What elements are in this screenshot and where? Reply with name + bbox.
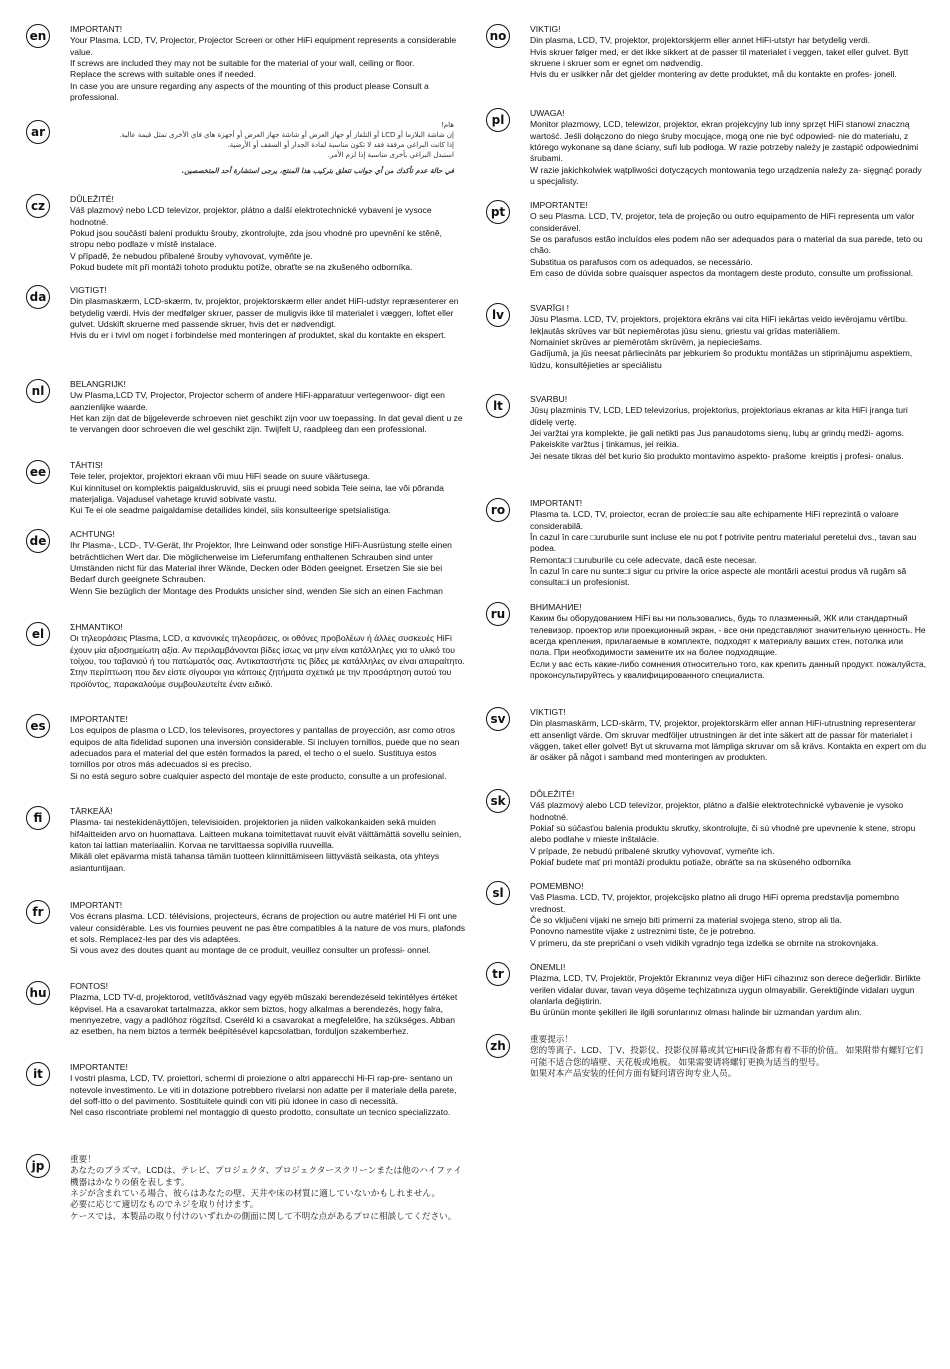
language-badge-cz: cz [26, 194, 50, 218]
notice-paragraph: V prípade, že nebudú pribalené skrutky vyhovovať, vymeňte ich. [530, 845, 775, 856]
notice-text-fi [70, 806, 466, 874]
notice-heading: DŮLEŽITÉ! [70, 194, 114, 204]
notice-tr [486, 962, 926, 1019]
notice-text-sv [530, 707, 929, 764]
notice-cz [26, 194, 466, 273]
notice-text-tr [530, 962, 926, 1019]
notice-paragraph: あなたのプラズマ。LCDは、テレビ、プロジェクタ、プロジェクタースクリーンまたは他のハイファイ機器はかなりの値を表します。 [70, 1165, 462, 1187]
notice-el [26, 622, 466, 690]
notice-sv [486, 707, 929, 764]
notice-paragraph: Din plasmaskärm, LCD-skärm, TV, projektor, projektorskärm eller annan HiFi-utrustning representerar ett ansenligt värde. Om skruvar medföljer utrustningen är det inte säkert att de passar för materialet i väggen, taket eller golvet! Byt ut skruvarna mot lämpliga skruvar om så krävs. Kontakta en expert om du är osäker på något i samband med monteringen av produkten. [530, 718, 929, 763]
notice-paragraph: Din plasmaskærm, LCD-skærm, tv, projektor, projektorskærm eller andet HiFi-udstyr repræsenterer en betydelig værdi. Hvis der medfølger skruer, passer de muligvis ikke til materialet i væggen, loftet eller gulvet. Udskift skruerne med passende skruer, hvis det er nødvendigt. [70, 296, 461, 330]
notice-paragraph: Váš plazmový alebo LCD televízor, projektor, plátno a ďalšie elektrotechnické vybavenie je vysoko hodnotné. [530, 800, 906, 822]
language-badge-da: da [26, 285, 50, 309]
notice-paragraph: Hvis du er usikker når det gjelder montering av dette produktet, må du kontakte en profes- jonell. [530, 69, 897, 80]
notice-paragraph: Pokud budete mít při montáži tohoto produktu potíže, obraťte se na zkušeného odborníka. [70, 262, 413, 273]
notice-text-no [530, 24, 926, 81]
language-badge-sk: sk [486, 789, 510, 813]
notice-paragraph: Plasma ta. LCD, TV, proiector, ecran de proiec□ie sau alte echipamente HiFi reprezintă o valoare considerabilă. [530, 509, 902, 531]
notice-ru [486, 602, 929, 681]
language-badge-it: it [26, 1062, 50, 1086]
language-badge-ee: ee [26, 460, 50, 484]
notice-text-ro [530, 498, 926, 589]
notice-fr [26, 900, 466, 957]
notice-paragraph: Em caso de dúvida sobre quaisquer aspectos da montagem deste produto, consulte um profissional. [530, 268, 914, 279]
notice-text-de [70, 529, 466, 597]
notice-sk [486, 789, 926, 868]
notice-paragraph: Monitor plazmowy, LCD, telewizor, projektor, ekran projekcyjny lub inny sprzęt HiFi stanowi znaczną wartość. Jeśli dołączono do niego śruby mocujące, mogą one nie być odpowied- nie do materiału, z którego wykonane są dane ściany, sufi lub podłoga. W razie potrzeby należy je zastąpić odpowiednimi śrubami. [530, 119, 921, 164]
notice-paragraph: Plasma- tai nestekidenäyttöjen, televisioiden. projektorien ja niiden valkokankaiden sekä muiden hif4aitteiden arvo on huomattava. Laitteen mukana toimitettavat ruuvit eivät väittämättä sovellu seinien, katon tai lattian materiaaliin. Korvaa ne tarvittaessa sopivilla ruuveilla. [70, 817, 464, 851]
notice-paragraph: Your Plasma. LCD, TV, Projector, Projector Screen or other HiFi equipment represents a considerable value. [70, 35, 459, 57]
notice-paragraph: Nel caso riscontriate problemi nel montaggio di questo prodotto, consultate un tecnico specializzato. [70, 1107, 451, 1118]
notice-text-hu [70, 981, 466, 1038]
notice-paragraph: W razie jakichkolwiek wątpliwości dotyczących montowania tego urządzenia należy za- sięgnąć porady u specjalisty. [530, 164, 925, 187]
notice-paragraph: Vaš Plasma. LCD, TV, projektor, projekcijsko platno ali drugo HiFi oprema predstavlja pomembno vrednost. [530, 892, 902, 914]
notice-heading: VIKTIGT! [530, 707, 566, 717]
notice-paragraph: Hvis du er i tvivl om noget i forbindelse med monteringen af produktet, skal du kontakte en ekspert. [70, 330, 446, 341]
notice-paragraph: 您的等离子、LCD、丁V、投影仪、投影仪屏幕或其它HiFi设备都有着不菲的价值。 如果附带有螺钉它们可能不适合您的墙壁、天花板或地板。 如果需要请将螺钉更换为适当的型号。 [530, 1045, 923, 1067]
language-badge-lv: lv [486, 303, 510, 327]
language-badge-lt: lt [486, 394, 510, 418]
notice-paragraph: Uw Plasma,LCD TV, Projector, Projector scherm of andere HiFi-apparatuur vertegenwoor- digt een aanzienlijke waarde. [70, 390, 448, 412]
notice-da [26, 285, 466, 342]
notice-paragraph: Στην περίπτωση που δεν είστε σίγουροι για κάποιες ζητήματα σχετικά με την προσάρτηση αυτού του προϊόντος, παρακαλούμε συμβουλευτείτε έναν ειδικό. [70, 667, 454, 689]
language-badge-hu: hu [26, 981, 50, 1005]
notice-paragraph: În cazul în care □uruburile sunt incluse ele nu pot f potrivite pentru materialul peretelui dvs., tavan sau podea. [530, 532, 919, 554]
notice-text-sk [530, 789, 926, 868]
notice-pl [486, 108, 926, 187]
notice-paragraph: 如果对本产品安装的任何方面有疑问请咨询专业人员。 [530, 1068, 737, 1079]
language-badge-en: en [26, 24, 50, 48]
notice-heading: VIGTIGT! [70, 285, 107, 295]
notice-heading: ΣΗΜΑΝΤΙΚΟ! [70, 622, 123, 632]
notice-text-pl [530, 108, 926, 187]
notice-paragraph: Teie teler, projektor, projektori ekraan või muu HiFi seade on suure väärtusega. [70, 471, 370, 482]
notice-paragraph: Plazma, LCD, TV, Projektör, Projektör Ekranınız veya diğer HiFi cihazınız son derece değerlidir. Birlikte verilen vidalar duvar, tavan veya döşeme teçhizatınıza uygun olmayabilir. Gerektiğinde vidaları uygun olanlarla değiştirin. [530, 973, 924, 1007]
notice-paragraph: Wenn Sie bezüglich der Montage des Produkts unsicher sind, wenden Sie sich an einen Fachman [70, 585, 443, 596]
notice-heading: POMEMBNO! [530, 881, 584, 891]
notice-text-ru [530, 602, 929, 681]
notice-text-el [70, 622, 466, 690]
notice-ro [486, 498, 926, 589]
notice-heading: UWAGA! [530, 108, 565, 118]
notice-paragraph: ケースでは、本製品の取り付けのいずれかの側面に関して不明な点があるプロに相談してください。 [70, 1210, 457, 1221]
notice-hu [26, 981, 466, 1038]
notice-paragraph: Het kan zijn dat de bijgeleverde schroeven niet geschikt zijn voor uw toepassing. In dat geval dient u ze te vervangen door schroeven die wel geschikt zijn. Twijfelt U, raadpleeg dan een professional. [70, 413, 466, 435]
notice-paragraph: Plazma, LCD TV-d, projektorod, vetítővásznad vagy egyéb műszaki berendezéseid tekintélyes értéket képvisel. Ha a csavarokat tartalmazza, akkor sem biztos, hogy alkalmas a berendezés, hogy falra, mennyezetre, vagy a padlóhoz rögzítsd. Cseréld ki a csavarokat a megfelelőre, ha szükséges. Abban az esetben, ha nem biztos a termék beépítésével kapcsolatban, forduljon szakemberhez. [70, 992, 460, 1037]
notice-paragraph: Se os parafusos estão incluídos eles podem não ser adequados para o material da sua parede, teto ou chão. [530, 234, 926, 256]
notice-paragraph: I vostri plasma, LCD, TV. proiettori, schermi di proiezione o altri apparecchi Hi-Fi rap-pre- sentano un notevole investimento. Le viti in dotazione potrebbero rivelarsi non adatte per il materiale della parete, del soff-itto o del pavimento. Sostituitele quindi con viti più idonee in caso di necessità. [70, 1073, 459, 1107]
language-badge-de: de [26, 529, 50, 553]
notice-heading: IMPORTANTE! [70, 1062, 128, 1072]
notice-paragraph: في حالة عدم تأكدك من أي جوانب تتعلق بتركيب هذا المنتج، يرجى استشارة أحد المتخصصين. [181, 167, 454, 175]
notice-heading: 重要提示！ [530, 1034, 573, 1044]
notice-paragraph: Váš plazmový nebo LCD televizor, projektor, plátno a další elektrotechnické vybavení je vysoce hodnotné. [70, 205, 434, 227]
notice-heading: SVARĪGI ! [530, 303, 569, 313]
notice-paragraph: Če so vključeni vijaki ne smejo biti primerni za material svojega steno, strop ali tla. [530, 915, 842, 926]
notice-paragraph: O seu Plasma. LCD, TV, projetor, tela de projeção ou outro equipamento de HiFi representa um valor considerável. [530, 211, 917, 233]
notice-lv [486, 303, 926, 371]
notice-paragraph: Jei nesate tikras dėl bet kurio šio produkto montavimo aspekto- prašome kreiptis į profesi- onalus. [530, 450, 904, 461]
notice-text-da [70, 285, 466, 342]
notice-paragraph: إذا كانت البراغي مرفقة فقد لا تكون مناسبة لمادة الجدار أو السقف أو الأرضية. [227, 141, 454, 149]
notice-heading: TÄRKEÄÄ! [70, 806, 113, 816]
language-badge-sv: sv [486, 707, 510, 731]
notice-lt [486, 394, 926, 462]
language-badge-ar: ar [26, 120, 50, 144]
language-badge-nl: nl [26, 379, 50, 403]
notice-paragraph: إن شاشة البلازما أو LCD أو التلفاز أو جهاز العرض أو شاشة جهاز العرض أو أجهزة هاي فاي الأخرى تمثل قيمة عالية. [119, 131, 454, 139]
language-badge-tr: tr [486, 962, 510, 986]
notice-paragraph: Jūsu Plasma. LCD, TV, projektors, projektora ekrāns vai cita HiFi iekārtas veido ievērojamu vērtību. [530, 314, 908, 325]
notice-text-cz [70, 194, 466, 273]
notice-en [26, 24, 466, 103]
notice-heading: FONTOS! [70, 981, 109, 991]
notice-heading: VIKTIG! [530, 24, 561, 34]
notice-paragraph: Si no está seguro sobre cualquier aspecto del montaje de este producto, consulte a un profesional. [70, 770, 447, 781]
notice-pt [486, 200, 926, 279]
language-badge-el: el [26, 622, 50, 646]
language-badge-fi: fi [26, 806, 50, 830]
notice-heading: DÔLEŽITÉ! [530, 789, 575, 799]
notice-paragraph: Hvis skruer følger med, er det ikke sikkert at de passer til materialet i veggen, taket eller gulvet. Bytt skruene i skruer som er egnet om nødvendig. [530, 46, 911, 69]
notice-paragraph: Pakeiskite varžtus į tinkamus, jei reikia. [530, 439, 680, 450]
notice-paragraph: Οι τηλεοράσεις Plasma, LCD, α κανονικές τηλεοράσεις, οι οθόνες προβολέων ή άλλες συσκευές HiFi έχουν μία αξιοσημείωτη αξία. Αν περιλαμβάνονται βίδες ίσως να μην είναι κατάλληλες για το υλικό του τοίχου, του ταβανιού ή του πατώματός σας. Αντικαταστήστε τις βίδες με κατάλληλες αν είναι απαραίτητο. [70, 633, 465, 667]
notice-heading: ACHTUNG! [70, 529, 115, 539]
notice-paragraph: Если у вас есть какие-либо сомнения относительно того, как крепить данный продукт. пожалуйста, проконсультируйтесь у квалифицированного специалиста. [530, 658, 929, 681]
notice-paragraph: Los equipos de plasma o LCD, los televisores, proyectores y pantallas de proyección, asr como otros equipos de alta fidelidad suponen una inversión considerable. Si incluyen tornillos, puede que no sean adecuados para el material del que estén formados la pared, el techo o el suelo. Sustituya estos tornillos por otros más adecuados si es preciso. [70, 725, 462, 770]
notice-heading: IMPORTANT! [70, 900, 123, 910]
language-badge-ru: ru [486, 602, 510, 626]
language-badge-zh: zh [486, 1034, 510, 1058]
language-badge-sl: sl [486, 881, 510, 905]
notice-heading: BELANGRIJK! [70, 379, 126, 389]
notice-nl [26, 379, 466, 436]
notice-paragraph: If screws are included they may not be suitable for the material of your wall, ceiling or floor. [70, 58, 415, 69]
language-badge-jp: jp [26, 1154, 50, 1178]
notice-text-it [70, 1062, 466, 1119]
notice-heading: IMPORTANTE! [530, 200, 588, 210]
notice-zh [486, 1034, 926, 1079]
notice-paragraph: Каким бы оборудованием HiFi вы ни пользовались, будь то плазменный, ЖК или стандартный телевизор. проектор или проекционный экран, - все они представляют значительную ценность. Не всегда крепления, прилагаемые в комплекте, подходят к материалу ваших стен, потолка или пола. При необходимости замените их на более подходящие. [530, 613, 929, 658]
notice-paragraph: Jūsų plazminis TV, LCD, LED televizorius, projektorius, projektoriaus ekranas ar kita HiFi įranga turi didelę vertę. [530, 405, 911, 427]
notice-text-en [70, 24, 466, 103]
notice-paragraph: Din plasma, LCD, TV, projektor, projektorskjerm eller annet HiFi-utstyr har betydelig verdi. [530, 35, 871, 46]
notice-text-jp [70, 1154, 466, 1222]
notice-paragraph: Remonta□i □uruburile cu cele adecvate, dacă este necesar. [530, 554, 757, 565]
notice-text-zh [530, 1034, 926, 1079]
notice-paragraph: Jei varžtai yra komplekte, jie gali netikti pas Jus panaudotoms sienų, lubų ar grindų medži- agoms. [530, 428, 905, 439]
language-badge-pt: pt [486, 200, 510, 224]
notice-paragraph: استبدل البراغي بأخرى مناسبة إذا لزم الأمر. [327, 151, 454, 159]
notice-heading: هام! [441, 121, 454, 129]
notice-paragraph: Substitua os parafusos com os adequados, se necessário. [530, 256, 753, 267]
notice-paragraph: Gadījumā, ja jūs neesat pārliecināts par jebkuriem šo produktu montāžas un stiprinājumu aspektiem, lūdzu, konsultējieties ar speciālistu [530, 348, 915, 370]
notice-heading: IMPORTANT! [530, 498, 583, 508]
notice-text-fr [70, 900, 466, 957]
notice-paragraph: Pokiaľ sú súčasťou balenia produktu skrutky, skontrolujte, či sú vhodné pre upevnenie k stene, stropu alebo podlahe v mieste inštalácie. [530, 823, 918, 845]
notice-heading: IMPORTANT! [70, 24, 123, 34]
notice-heading: ВНИМАНИЕ! [530, 602, 582, 612]
language-badge-no: no [486, 24, 510, 48]
notice-paragraph: V případě, že nebudou přibalené šrouby vyhovovat, vyměňte je. [70, 250, 313, 261]
language-badge-fr: fr [26, 900, 50, 924]
notice-paragraph: Bu ürünün monte şekilleri ile ilgili sorunlarınız olması halinde bir uzmandan yardım alın. [530, 1007, 862, 1018]
notice-text-ar [70, 120, 466, 176]
notice-fi [26, 806, 466, 874]
notice-no [486, 24, 926, 81]
notice-heading: TÄHTIS! [70, 460, 103, 470]
notice-paragraph: 必要に応じて適切なものでネジを取り付けます。 [70, 1199, 259, 1210]
notice-text-es [70, 714, 466, 782]
notice-paragraph: ネジが含まれている場合、彼らはあなたの壁、天井や床の材質に適していないかもしれません。 [70, 1188, 441, 1199]
notice-es [26, 714, 466, 782]
notice-paragraph: Ponovno namestite vijake z ustreznimi tiste, če je potrebno. [530, 926, 756, 937]
notice-de [26, 529, 466, 597]
notice-paragraph: Iekļautās skrūves var būt nepiemērotas jūsu sienu, griestu vai grīdas materiāliem. [530, 325, 840, 336]
notice-paragraph: Replace the screws with suitable ones if needed. [70, 69, 256, 80]
notice-paragraph: Si vous avez des doutes quant au montage de ce produit, veuillez consulter un professi- onnel. [70, 945, 431, 956]
notice-text-nl [70, 379, 466, 436]
notice-heading: IMPORTANTE! [70, 714, 128, 724]
notice-paragraph: Pokud jsou součástí balení produktu šrouby, zkontrolujte, zda jsou vhodné pro upevnění ke stěně, stropu nebo podlaze v místě instalace. [70, 228, 445, 250]
notice-heading: SVARBU! [530, 394, 568, 404]
notice-paragraph: Ihr Plasma-, LCD-, TV-Gerät, Ihr Projektor, Ihre Leinwand oder sonstige HiFi-Ausrüstung stelle einen beträchtlichen Wert dar. Die möglicherweise im Lieferumfang enthaltenen Schrauben sind unter Umständen nicht für das Material ihrer Wände, Decken oder Böden geeignet. Ersetzen Sie sie bei Bedarf durch geeignete Schrauben. [70, 540, 455, 585]
language-badge-pl: pl [486, 108, 510, 132]
notice-ar [26, 120, 466, 176]
notice-sl [486, 881, 926, 949]
notice-paragraph: Vos écrans plasma. LCD. télévisions, projecteurs, écrans de projection ou autre matériel Hi Fi ont une valeur considérable. Les vis fournies peuvent ne pas être compatibles à la nature de vos murs, plafonds et sols. Remplacez-les par des vis adaptées. [70, 911, 468, 945]
notice-text-pt [530, 200, 926, 279]
notice-paragraph: Nomainiet skrūves ar piemērotām skrūvēm, ja nepieciešams. [530, 337, 763, 348]
notice-heading: ÖNEMLI! [530, 962, 566, 972]
language-badge-ro: ro [486, 498, 510, 522]
notice-it [26, 1062, 466, 1119]
notice-ee [26, 460, 466, 517]
notice-text-lv [530, 303, 926, 371]
notice-text-ee [70, 460, 466, 517]
notice-paragraph: Pokiaľ budete mať pri montáži produktu potiaže, obráťte sa na skúseného odborníka [530, 857, 851, 868]
notice-paragraph: V primeru, da ste prepričani o vseh vidikih vgradnjo tega izdelka se obrnite na strokovnjaka. [530, 937, 879, 948]
notice-heading: 重要！ [70, 1154, 96, 1164]
notice-paragraph: Kui Te ei ole seadme paigaldamise detailides kindel, siis konsulteerige spetsialistiga. [70, 505, 391, 516]
notice-paragraph: Kui kinnitusel on komplektis paigalduskruvid, siis ei pruugi need sobida Teie seina, lae või põranda materjaliga. Vajadusel vahetage kruvid sobivate vastu. [70, 482, 447, 505]
notice-text-sl [530, 881, 926, 949]
notice-paragraph: În cazul în care nu sunte□i sigur cu privire la orice aspecte ale montării acestui produs vă rugăm să consulta□i un profesionist. [530, 566, 909, 588]
notice-jp [26, 1154, 466, 1222]
notice-text-lt [530, 394, 926, 462]
notice-paragraph: Mikäli olet epävarma mistä tahansa tämän tuotteen kiinnittämiseen liittyvästä seikasta, ota yhteys asiantuntijaan. [70, 851, 442, 873]
language-badge-es: es [26, 714, 50, 738]
notice-paragraph: In case you are unsure regarding any aspects of the mounting of this product please Consult a professional. [70, 80, 432, 103]
